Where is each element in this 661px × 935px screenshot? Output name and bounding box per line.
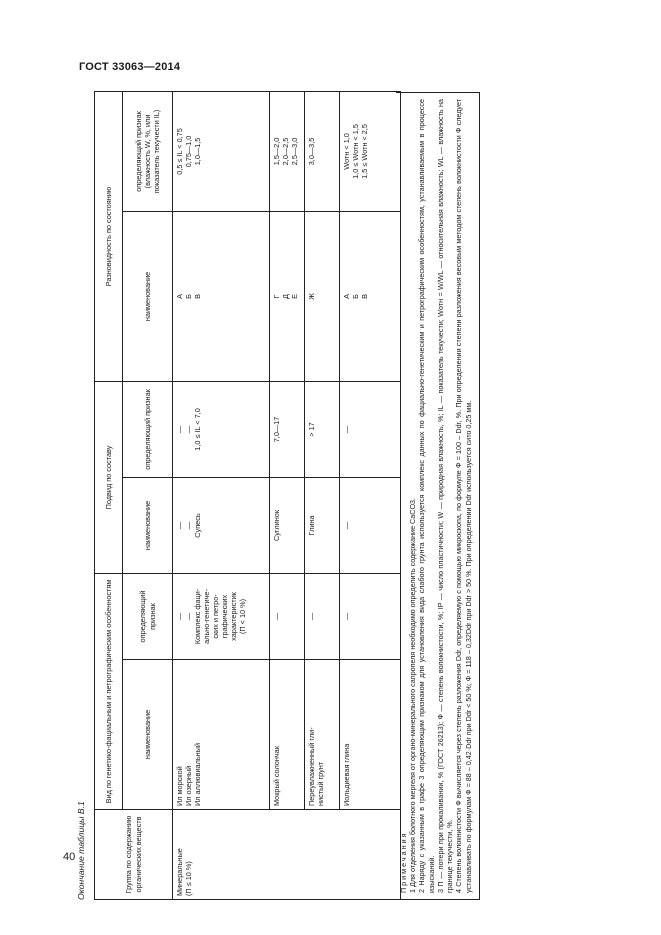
table-row (340, 91, 401, 899)
state-feature-cell: Wотн < 1,0 1,0 ≤ Wотн < 1,5 1,5 ≤ Wотн < 2,5 (340, 91, 401, 211)
header-state-name: наименование (123, 211, 173, 381)
kind-name-cell: Переувлажненный гли- нистый грунт (305, 660, 340, 810)
classification-table (94, 91, 401, 900)
subtype-name-cell: Суглинок (270, 477, 305, 573)
header-subtype-name: наименование (123, 477, 173, 573)
note-item: 4 Степень волокнистости Ф вычисляется через степень разложения Ddr, определяемую с помощью микроскопа, по формуле Ф = 100 – Ddr, %. При определении степени разложения весовым методом степень волокнистости Ф следует устанавливать по формулам Ф = 88 – 0,42·Ddr при Ddr < 50 %; Ф = 118 – 0,32Ddr при Ddr > 50 %. При определении Ddr используется сито 0,25 мм. (454, 99, 473, 893)
table-caption: Окончание таблицы В.1 (76, 801, 86, 900)
subtype-feature-cell: — (340, 381, 401, 477)
header-subtype: Подвид по составу (95, 381, 123, 573)
header-kind-name: наименование (123, 660, 173, 810)
state-feature-cell: 1,5—2,0 2,0—2,5 2,5—3,0 (270, 91, 305, 211)
subtype-feature-cell: 7,0—17 (270, 381, 305, 477)
page-number: 40 (63, 851, 76, 863)
kind-feature-cell: — (340, 573, 401, 659)
state-name-cell: Г Д Е (270, 211, 305, 381)
kind-name-cell: Ил морской Ил озерный Ил аллювиальный (173, 660, 270, 810)
group-value: Минеральные (175, 848, 184, 896)
subtype-feature-cell: — — 1,0 ≤ IL < 7,0 (173, 381, 270, 477)
header-state-variety: Разновидность по состоянию (95, 91, 123, 381)
state-feature-cell: 0,5 ≤ IL < 0,75 0,75—1,0 1,0—1,5 (173, 91, 270, 211)
subtype-feature-cell: > 17 (305, 381, 340, 477)
group-cell-continued (270, 810, 305, 900)
group-cell-continued (305, 810, 340, 900)
group-cell (173, 810, 270, 900)
note-item: 1 Для отделения болотного мергеля от органо-минерального сапропеля необходимо определить содержание CaCO3. (408, 497, 418, 893)
document-header: ГОСТ 33063—2014 (79, 61, 181, 73)
header-kind-feature: определяющий признак (123, 573, 173, 659)
state-name-cell: Ж (305, 211, 340, 381)
header-subtype-feature: определяющий признак (123, 381, 173, 477)
note-item: 2 Наряду с указанным в графе 3 определяющим признаком для установления вида слабого грунта используется комплекс данных по фациально-генетическим и петрографическим особенностям, устанавливаемым в процессе изысканий. (417, 99, 436, 893)
subtype-name-cell: — (340, 477, 401, 573)
kind-name-cell: Мокрый солончак (270, 660, 305, 810)
group-cell-continued (340, 810, 401, 900)
kind-name-cell: Иольдиевая глина (340, 660, 401, 810)
table-row (270, 91, 305, 899)
header-group: Группа по содержанию органических веществ (95, 810, 173, 900)
state-name-cell: А Б В (173, 211, 270, 381)
table-row (173, 91, 270, 899)
kind-feature-cell: — — Комплекс фаци- ально-генетиче- ских и петро- графических характеристик (П < 10 %) (173, 573, 270, 659)
state-feature-cell: 3,0—3,5 (305, 91, 340, 211)
header-state-feature: определяющий признак (влажность W, %, или показатель текучести IL) (123, 91, 173, 211)
rotated-table-frame (70, 90, 480, 900)
kind-feature-cell: — (305, 573, 340, 659)
group-value-range: (П ≤ 10 %) (184, 861, 194, 896)
header-genetic-kind: Вид по генетико-фациальным и петрографическим особенностям (95, 573, 123, 809)
subtype-name-cell: Глина (305, 477, 340, 573)
notes-title: Примечания (399, 831, 408, 893)
table-row (305, 91, 340, 899)
table-notes (396, 92, 480, 900)
state-name-cell: А Б В (340, 211, 401, 381)
subtype-name-cell: — — Супесь (173, 477, 270, 573)
note-item: 3 П — потери при прокаливании, % (ГОСТ 26213); Ф — степень волокнистости, %; IP — число пластичности; W — природная влажность, %; IL — показатель текучести; Wотн = W/WL — относительная влажность; WL — влажность на границе текучести, %. (435, 99, 455, 893)
kind-feature-cell: — (270, 573, 305, 659)
